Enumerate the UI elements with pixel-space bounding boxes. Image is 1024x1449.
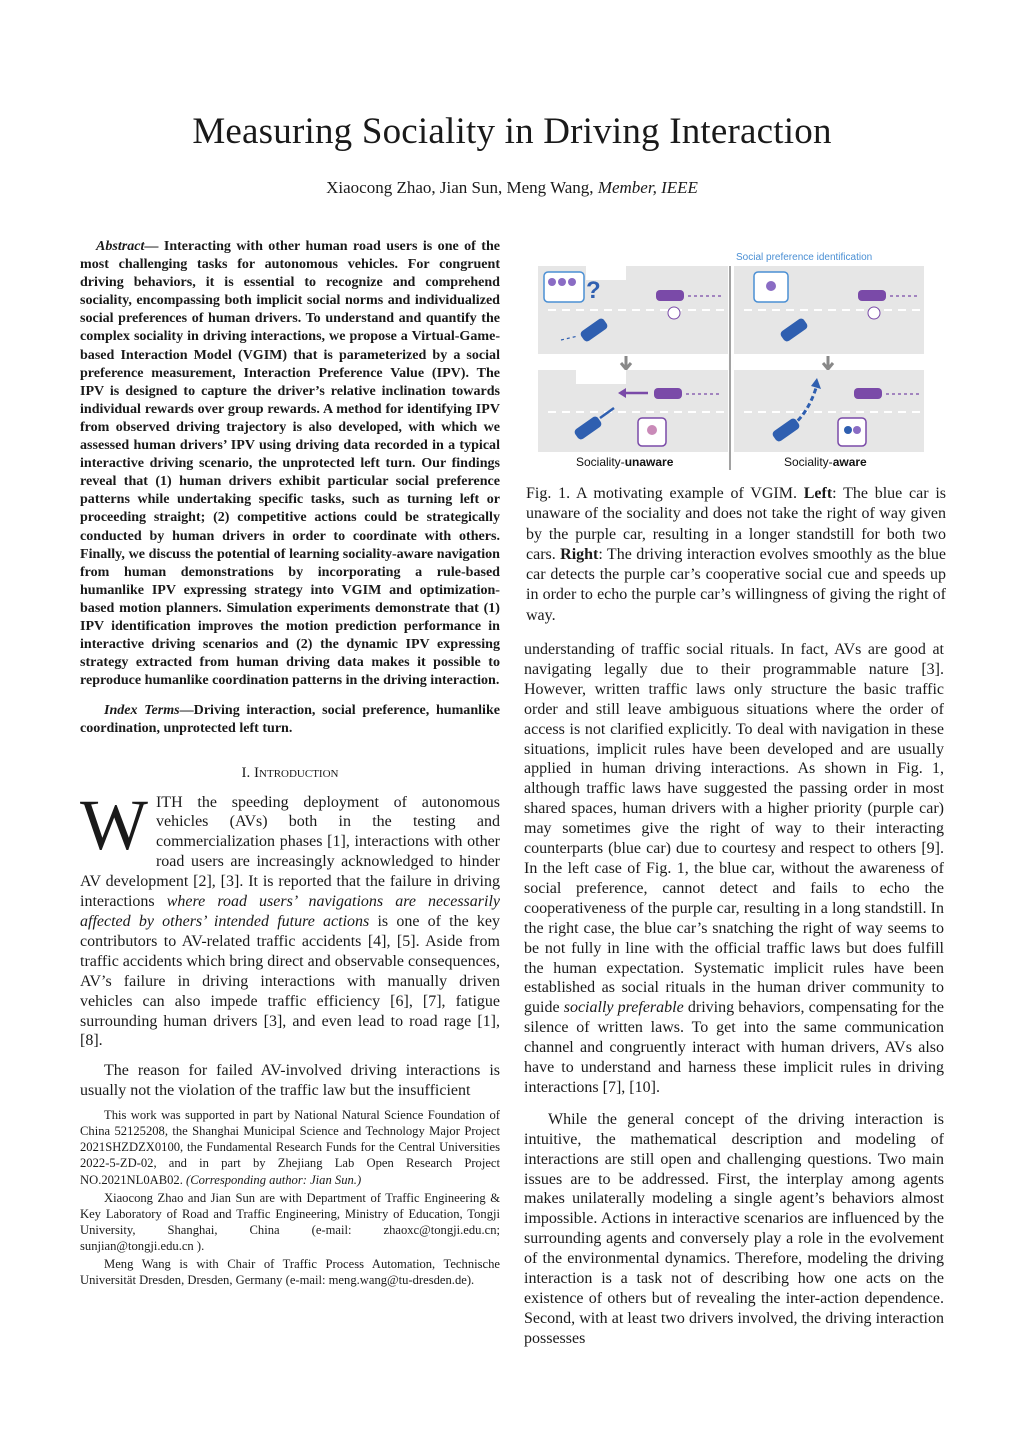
right-p1-a: understanding of traffic social rituals. In fact, AVs are good at navigating legally due to their programmable nature [3]. However, written traffic laws only structure the basic traffic order and still leave ambiguous situations where the order of access is not clarified explicitly. To deal with navigation in these situations, implicit rules have been developed and are usually applied in human driving interactions. As shown in Fig. 1, although traffic laws have suggested the passing order in most shared spaces, human drivers with a higher priority (purple car) may sometimes give the right of way to their interacting counterparts (blue car) due to courtesy and respect to others [9]. In the left case of Fig. 1, the blue car, without the awareness of social preference, cannot detect and fails to echo the cooperativeness of the purple car, resulting in a long standstill. In the right case, the blue car’s snatching the right of way seems to be not fully in line with the official traffic laws but does fulfill the human expectation. Systematic implicit rules have been established as social rituals in the human driver community to guide [524,641,944,1017]
author-names: Xiaocong Zhao, Jian Sun, Meng Wang, [326,178,594,197]
label-right-keyword: aware [832,455,867,469]
right-p1-italic: socially preferable [563,999,684,1017]
drop-cap: W [80,784,148,865]
label-left-prefix: Sociality- [576,455,625,469]
footnote-funding-text: This work was supported in part by National Natural Science Foundation of China 52125208, the Shanghai Municipal Science and Technology Major Project 2021SHZDZX0100, the Fundamental Research Funds for the Central Universities 2022-5-ZD-02, and in part by Zhejiang Lab Open Research Project NO.2021NL0AB02. [80,1108,500,1187]
scene-top-left [538,266,728,354]
label-sociality-aware [784,455,867,469]
social-preference-label: Social preference identification [736,252,873,263]
label-left-keyword: unaware [624,455,674,469]
right-paragraph-1 [524,640,944,1098]
caption-left-keyword: Left [803,485,833,502]
footnote-affiliation-2: Meng Wang is with Chair of Traffic Process Automation, Technische Universität Dresden, Dresden, Germany (e-mail: meng.wang@tu-dresden.de). [80,1256,500,1288]
scene-top-right [734,252,924,354]
intro-paragraph-2: The reason for failed AV-involved driving interactions is usually not the violation of the traffic law but the insufficient [80,1062,500,1100]
figure-1 [536,248,946,473]
abstract [80,237,500,689]
index-terms [80,701,500,737]
right-column [524,640,944,1349]
caption-right-keyword: Right [560,545,599,563]
label-right-prefix: Sociality- [784,455,833,469]
intro-p1-b: is one of the key contributors to AV-related traffic accidents [4], [5]. Aside from traffic accidents which bring direct and observable consequences, AV’s failure in driving interactions with manually driven vehicles can also impede traffic efficiency [6], [7], fatigue surrounding human drivers [3], and even lead to road rage [1], [8]. [80,912,501,1050]
footnote-affiliation-1: Xiaocong Zhao and Jian Sun are with Department of Traffic Engineering & Key Laboratory of Road and Traffic Engineering, Ministry of Education, Tongji University, Shanghai, China (e-mail: zhaoxc@tongji.edu.cn; sunjian@tongji.edu.cn ). [80,1190,500,1253]
footnotes [80,1107,500,1288]
purple-car [656,290,684,301]
caption-middle: : The blue car is unaware of the sociality and does not take the right of way given by the purple car, resulting in a longer standstill for both two cars. [526,485,946,563]
caption-lead: Fig. 1. A motivating example of VGIM. [526,485,804,502]
figure-caption [526,484,946,626]
paper-title: Measuring Sociality in Driving Interaction [192,111,832,152]
intro-p1-italic: where road users’ navigations are necessarily affected by others’ intended future actions [80,893,501,930]
question-mark: ? [586,277,601,304]
section-title: Introduction [254,764,339,781]
footnote-corresponding: (Corresponding author: Jian Sun.) [186,1172,362,1187]
author-line [0,178,1024,198]
label-sociality-unaware [576,455,674,469]
abstract-text: — Interacting with other human road users is one of the most challenging tasks for autonomous vehicles. For congruent driving behaviors, it is essential to recognize and comprehend sociality, encompassing both implicit social norms and individualized social preferences of human drivers. To understand and quantify the complex sociality in driving interactions, we propose a Virtual-Game-based Interaction Model (VGIM) that is parameterized by a social preference measurement, Interaction Preference Value (IPV). The IPV is designed to capture the driver’s relative inclination towards individual rewards over group rewards. A method for identifying IPV from observed driving trajectory is also developed, with which we assessed human drivers’ IPV using driving data recorded in a typical interactive driving scenario, the unprotected left turn. Our findings reveal that (1) human drivers exhibit particular social preference patterns while undertaking specific tasks, such as turning left or proceeding straight; (2) competitive actions could be strategically conducted by human drivers in order to coordinate with others. Finally, we discuss the potential of learning sociality-aware navigation from human demonstrations by incorporating a rule-based humanlike IPV expressing strategy into VGIM and optimization-based motion planners. Simulation experiments demonstrate that (1) IPV identification improves the motion prediction performance in interactive driving scenarios and (2) the dynamic IPV expressing strategy extracted from human driving data makes it possible to reproduce humanlike coordination patterns in the driving interaction. [80,238,500,689]
intro-p1-a: ITH the speeding deployment of autonomous vehicles (AVs) both in the testing and commercialization phases [1], interactions with other road users are increasingly acknowledged to hinder AV development [2], [3]. It is reported that the failure in driving interactions [80,793,500,911]
author-membership: Member, IEEE [597,178,698,197]
left-column [80,237,500,1288]
section-number: I. [241,764,251,781]
caption-end: : The driving interaction evolves smoothly as the blue car detects the purple car’s cooperative social cue and speeds up in order to echo the purple car’s willingness of giving the right of way. [526,545,946,624]
scene-bottom-right [734,370,924,452]
abstract-lead: Abstract [96,238,145,254]
right-p1-b: driving behaviors, compensating for the silence of written laws. To get into the same communication channel and congruently interact with human drivers, AVs also have to understand and harness these implicit rules in driving interactions [7], [10]. [524,999,944,1096]
scene-bottom-left [538,370,728,452]
intro-paragraph-1 [80,784,501,1052]
right-paragraph-2: While the general concept of the driving interaction is intuitive, the mathematical description and modeling of interactions are still open and challenging questions. Two main issues are to be addressed. First, the interplay among agents makes unilaterally modeling a single agent’s behaviors almost impossible. Actions in interactive scenarios are influenced by the surrounding agents and conversely play a role in the evolvement of the environmental dynamics. Therefore, modeling the driving interaction is a task not of describing how one acts on the existence of others but of revealing the inter-action dependence. Second, with at least two drivers involved, the driving interaction possesses [524,1110,944,1347]
index-terms-lead: Index Terms [104,702,180,719]
section-heading-introduction [80,765,500,782]
footnote-funding [80,1107,500,1187]
index-terms-text: —Driving interaction, social preference, humanlike coordination, unprotected left turn. [80,702,500,737]
